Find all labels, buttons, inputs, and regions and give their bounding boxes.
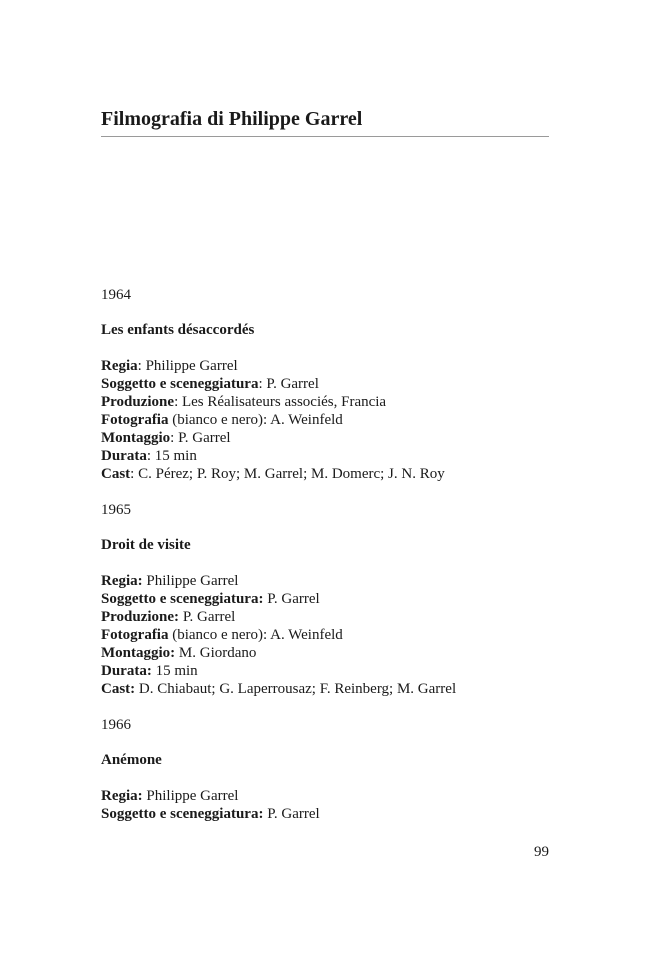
credit-line bbox=[101, 644, 549, 662]
credit-separator: : bbox=[170, 430, 175, 446]
credit-separator: : bbox=[263, 412, 268, 428]
credit-separator: : bbox=[263, 627, 268, 643]
credit-note: (bianco e nero) bbox=[168, 412, 264, 428]
credit-line bbox=[101, 429, 549, 447]
credit-label: Montaggio: bbox=[101, 645, 176, 661]
credit-line bbox=[101, 375, 549, 393]
credit-value: Philippe Garrel bbox=[142, 788, 239, 804]
credit-value: P. Garrel bbox=[263, 806, 320, 822]
film-title: Anémone bbox=[101, 752, 162, 768]
credit-label: Produzione bbox=[101, 394, 175, 410]
credit-label: Regia: bbox=[101, 573, 143, 589]
credit-label: Fotografia bbox=[101, 627, 169, 643]
film-entry bbox=[101, 286, 549, 483]
credit-value: Philippe Garrel bbox=[141, 358, 238, 374]
credit-label: Cast: bbox=[101, 681, 136, 697]
film-year: 1964 bbox=[101, 287, 131, 303]
credit-label: Soggetto e sceneggiatura: bbox=[101, 806, 264, 822]
credit-value: 15 min bbox=[151, 663, 198, 679]
credit-value: P. Garrel bbox=[174, 430, 231, 446]
film-credits bbox=[101, 572, 549, 698]
credit-note: (bianco e nero) bbox=[168, 627, 264, 643]
credit-value: 15 min bbox=[151, 448, 197, 464]
credit-value: P. Garrel bbox=[263, 591, 320, 607]
credit-line bbox=[101, 447, 549, 465]
film-entry bbox=[101, 716, 549, 823]
page-number: 99 bbox=[534, 844, 549, 860]
credit-label: Fotografia bbox=[101, 412, 169, 428]
credit-label: Soggetto e sceneggiatura bbox=[101, 376, 259, 392]
film-title: Les enfants désaccordés bbox=[101, 322, 255, 338]
credit-label: Durata: bbox=[101, 663, 152, 679]
credit-separator: : bbox=[137, 358, 142, 374]
credit-line bbox=[101, 357, 549, 375]
credit-separator: : bbox=[146, 448, 151, 464]
credit-line bbox=[101, 411, 549, 429]
book-page bbox=[101, 0, 549, 974]
credit-label: Durata bbox=[101, 448, 147, 464]
credit-value: Philippe Garrel bbox=[142, 573, 239, 589]
credit-line bbox=[101, 626, 549, 644]
film-credits bbox=[101, 357, 549, 483]
credit-label: Soggetto e sceneggiatura: bbox=[101, 591, 264, 607]
film-credits bbox=[101, 787, 549, 823]
credit-line bbox=[101, 805, 549, 823]
credit-line bbox=[101, 787, 549, 805]
credit-label: Produzione: bbox=[101, 609, 180, 625]
credit-line bbox=[101, 465, 549, 483]
credit-label: Cast bbox=[101, 466, 131, 482]
credit-separator: : bbox=[174, 394, 179, 410]
credit-label: Montaggio bbox=[101, 430, 171, 446]
credit-value: P. Garrel bbox=[179, 609, 236, 625]
credit-line bbox=[101, 572, 549, 590]
credit-label: Regia: bbox=[101, 788, 143, 804]
film-year: 1965 bbox=[101, 502, 131, 518]
credit-line bbox=[101, 680, 549, 698]
credit-line bbox=[101, 608, 549, 626]
credit-value: P. Garrel bbox=[262, 376, 319, 392]
film-entry bbox=[101, 501, 549, 698]
credit-value: A. Weinfeld bbox=[267, 627, 343, 643]
film-title: Droit de visite bbox=[101, 537, 191, 553]
credit-label: Regia bbox=[101, 358, 138, 374]
credit-value: A. Weinfeld bbox=[267, 412, 343, 428]
credit-value: Les Réalisateurs associés, Francia bbox=[178, 394, 387, 410]
running-head-title: Filmografia di Philippe Garrel bbox=[101, 106, 549, 137]
film-year: 1966 bbox=[101, 717, 131, 733]
credit-separator: : bbox=[258, 376, 263, 392]
credit-value: C. Pérez; P. Roy; M. Garrel; M. Domerc; J. N. Roy bbox=[134, 466, 445, 482]
credit-line bbox=[101, 393, 549, 411]
credit-line bbox=[101, 590, 549, 608]
credit-line bbox=[101, 662, 549, 680]
credit-value: M. Giordano bbox=[175, 645, 257, 661]
credit-separator: : bbox=[130, 466, 135, 482]
filmography-content bbox=[101, 286, 549, 841]
credit-value: D. Chiabaut; G. Laperrousaz; F. Reinberg; M. Garrel bbox=[135, 681, 457, 697]
